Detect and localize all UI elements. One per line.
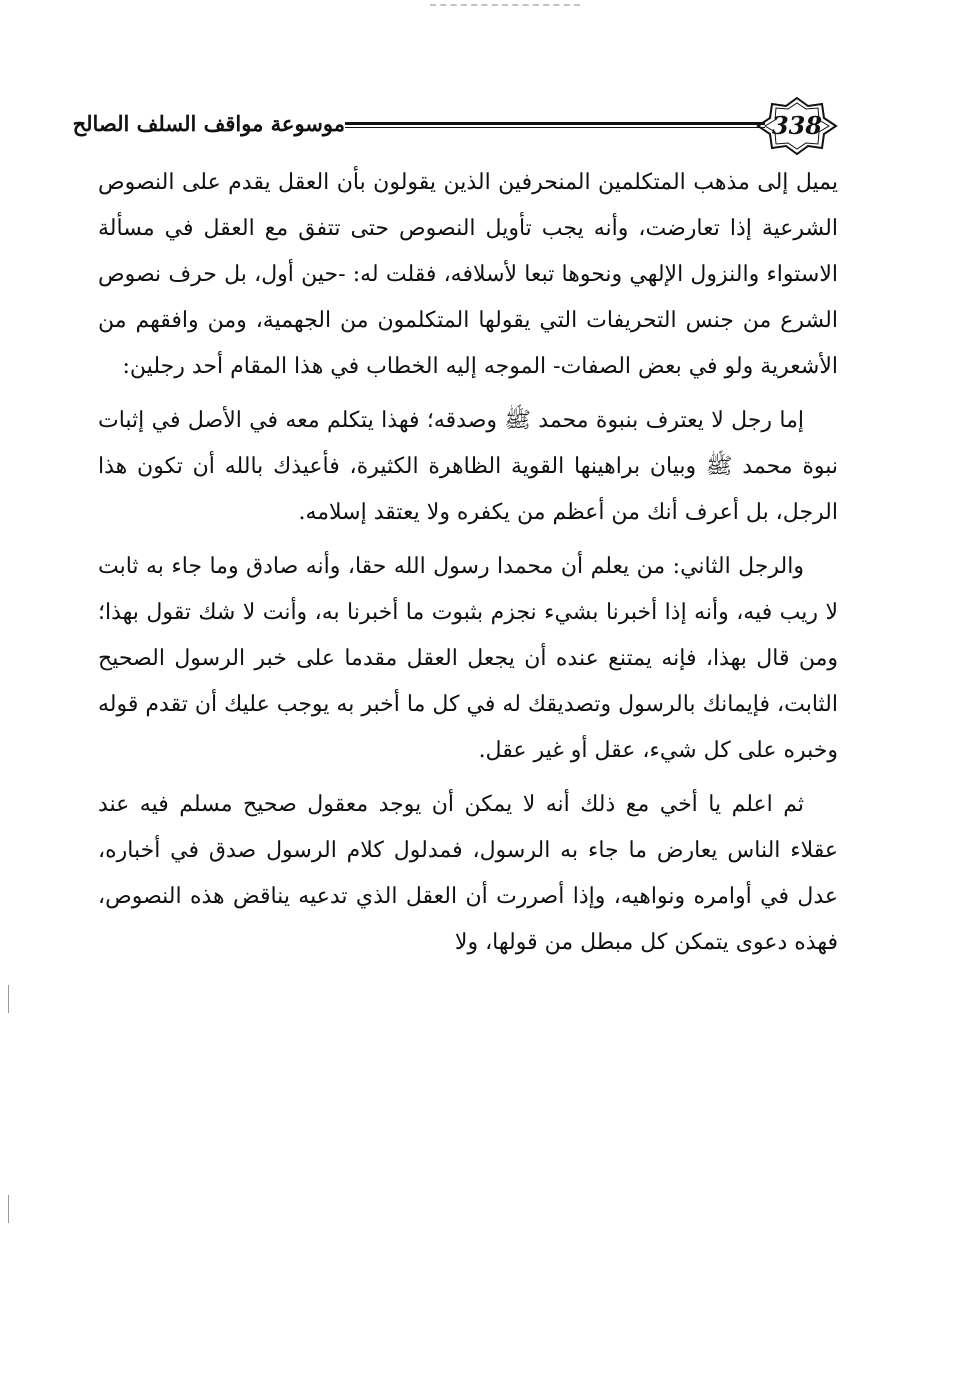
book-title: موسوعة مواقف السلف الصالح: [72, 111, 345, 136]
header-rule: [345, 122, 765, 125]
paragraph: إما رجل لا يعترف بنبوة محمد ﷺ وصدقه؛ فهذا يتكلم معه في الأصل في إثبات نبوة محمد ﷺ وبيان براهينها القوية الظاهرة الكثيرة، فأعيذك بالله أن تكون هذا الرجل، بل أعرف أنك من أعظم من يكفره ولا يعتقد إسلامه.: [98, 408, 838, 525]
scan-artifact: [8, 985, 9, 1013]
paragraph: يميل إلى مذهب المتكلمين المنحرفين الذين يقولون بأن العقل يقدم على النصوص الشرعية إذا تعارضت، وأنه يجب تأويل النصوص حتى تتفق مع العقل في مسألة الاستواء والنزول الإلهي ونحوها تبعا لأسلافه، فقلت له: -حين أول، بل حرف نصوص الشرع من جنس التحريفات التي يقولها المتكلمون من الجهمية، ومن وافقهم من الأشعرية ولو في بعض الصفات- الموجه إليه الخطاب في هذا المقام أحد رجلين:: [98, 170, 838, 379]
header-rule: [345, 127, 765, 128]
page-number: 338: [771, 111, 823, 140]
paragraph: ثم اعلم يا أخي مع ذلك أنه لا يمكن أن يوجد معقول صحيح مسلم فيه عند عقلاء الناس يعارض ما جاء به الرسول، فمدلول كلام الرسول صدق في أخباره، عدل في أوامره ونواهيه، وإذا أصررت أن العقل الذي تدعيه يناقض هذه النصوص، فهذه دعوى يتمكن كل مبطل من قولها، ولا: [98, 792, 838, 955]
running-header: [72, 96, 838, 156]
page-body: [98, 160, 838, 966]
page-number-badge: [756, 96, 838, 156]
scan-artifact: [430, 4, 580, 9]
paragraph: والرجل الثاني: من يعلم أن محمدا رسول الله حقا، وأنه صادق وما جاء به ثابت لا ريب فيه، وأنه إذا أخبرنا بشيء نجزم بثبوت ما أخبرنا به، وأنت لا شك تقول بهذا؛ ومن قال بهذا، فإنه يمتنع عنده أن يجعل العقل مقدما على خبر الرسول الصحيح الثابت، فإيمانك بالرسول وتصديقك له في كل ما أخبر به يوجب عليك أن تقدم قوله وخبره على كل شيء، عقل أو غير عقل.: [98, 554, 838, 763]
scan-artifact: [8, 1195, 9, 1223]
